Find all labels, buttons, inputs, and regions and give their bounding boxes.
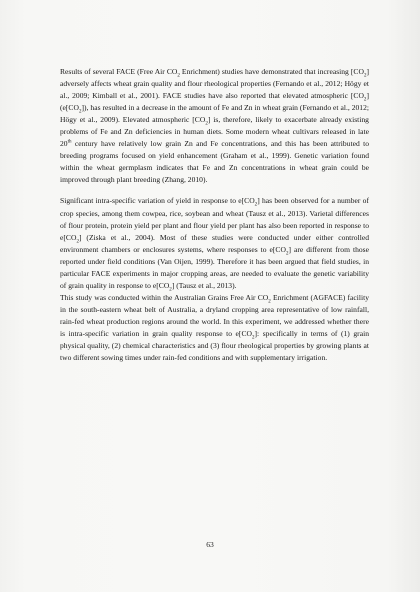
- paragraph-face-studies: Results of several FACE (Free Air $CO_2$ Enrichment) studies have demonstrated that increasing $[CO_2]$ adversely affects wheat grain quality and flour rheological properties (Fernando et al., 2012; Högy et al., 2009; Kimball et al., 2001). FACE studies have also reported that elevated atmospheric $[CO_2]$ $(e[CO_2])$, has resulted in a decrease in the amount of Fe and Zn in wheat grain (Fernando et al., 2012; Högy et al., 2009). Elevated atmospheric $[CO_2]$ is, therefore, likely to exacerbate already existing problems of Fe and Zn deficiencies in human diets. Some modern wheat cultivars released in late 20th century have relatively low grain Zn and Fe concentrations, and this has been attributed to breeding programs focused on yield enhancement (Graham et al., 1999). Genetic variation found within the wheat germplasm indicates that Fe and Zn concentrations in wheat grain could be improved through plant breeding (Zhang, 2010).: [60, 67, 370, 185]
- paragraph-study-description: This study was conducted within the Australian Grains Free Air $CO_2$ Enrichment (AGFACE) facility in the south-eastern wheat belt of Australia, a dryland cropping area representative of low rainfall, rain-fed wheat production regions around the world. In this experiment, we addressed whether there is intra-specific variation in grain quality response to $e[CO_2]$: specifically in terms of (1) grain physical quality, (2) chemical characteristics and (3) flour rheological properties by growing plants at two different sowing times under rain-fed conditions and with supplementary irrigation.: [60, 292, 369, 363]
- body-text: [60, 66, 369, 364]
- page-number: 63: [206, 540, 214, 549]
- paragraph-intra-specific-variation: Significant intra-specific variation of yield in response to $e[CO_2]$ has been observed for a number of crop species, among them cowpea, rice, soybean and wheat (Tausz et al., 2013). Varietal differences of flour protein, protein yield per plant and flour yield per plant has also been reported in response to $e[CO_2]$ (Ziska et al., 2004). Most of these studies were conducted under either controlled environment chambers or enclosures systems, where responses to $e[CO_2]$ are different from those reported under field conditions (Van Oijen, 1999). Therefore it has been argued that field studies, in particular FACE experiments in major cropping areas, are needed to evaluate the genetic variability of grain quality in response to $e[CO_2]$ (Tausz et al., 2013).: [60, 196, 369, 293]
